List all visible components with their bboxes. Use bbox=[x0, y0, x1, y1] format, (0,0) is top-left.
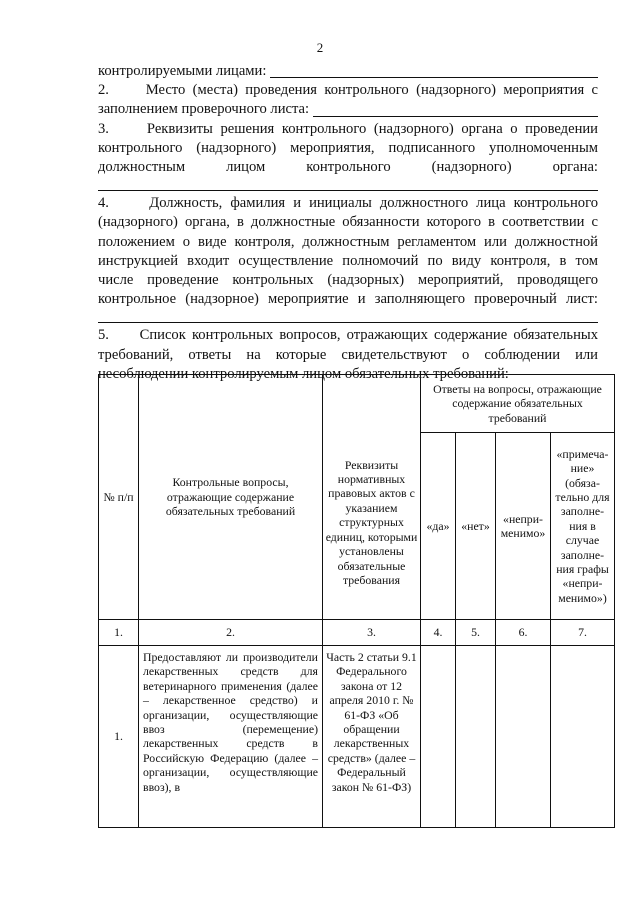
column-number: 6. bbox=[496, 620, 551, 646]
column-number: 3. bbox=[323, 620, 421, 646]
header-no: «нет» bbox=[456, 433, 496, 620]
text-line-2: 2. Место (места) проведения контрольного (надзорного) мероприятия с bbox=[98, 82, 598, 99]
header-yes: «да» bbox=[421, 433, 456, 620]
text-line-6: должностным лицом контрольного (надзорного) органа: bbox=[98, 159, 598, 176]
text-line-4: 3. Реквизиты решения контрольного (надзорного) органа о проведении bbox=[98, 120, 598, 137]
column-number: 1. bbox=[99, 620, 139, 646]
row-num: 1. bbox=[99, 646, 139, 828]
blank-underline bbox=[98, 309, 598, 323]
text-line-12: контрольное (надзорное) мероприятие и заполняющего проверочный лист: bbox=[98, 291, 598, 308]
row-question: Предоставляют ли производители лекарственных средств для ветеринарного применения (далее – лекарственное средство) и организации, осуществляющие ввоз (перемещение) лекарственных средств в Российскую Федерацию (далее – организации, осуществляющие ввоз), в bbox=[139, 646, 323, 828]
column-number: 4. bbox=[421, 620, 456, 646]
column-number: 7. bbox=[551, 620, 615, 646]
text-line-9: положением о виде контроля, должностным регламентом или должностной bbox=[98, 233, 598, 250]
column-number: 5. bbox=[456, 620, 496, 646]
table-column-numbers-row bbox=[99, 620, 615, 646]
text-line-1: контролируемыми лицами: bbox=[98, 62, 598, 81]
blank-underline bbox=[98, 177, 598, 191]
text-line-15: несоблюдении контролируемым лицом обязательных требований: bbox=[98, 365, 509, 382]
column-number: 2. bbox=[139, 620, 323, 646]
answer-no-cell[interactable] bbox=[456, 646, 496, 828]
header-questions: Контрольные вопросы, отражающие содержание обязательных требований bbox=[139, 375, 323, 620]
answer-yes-cell[interactable] bbox=[421, 646, 456, 828]
blank-underline bbox=[270, 77, 598, 78]
text-line-5: контрольного (надзорного) мероприятия, подписанного уполномоченным bbox=[98, 139, 598, 156]
header-requisites: Реквизиты нормативных правовых актов с указанием структурных единиц, которыми установлены обязательные требования bbox=[323, 375, 421, 620]
answer-note-cell[interactable] bbox=[551, 646, 615, 828]
table-header-row bbox=[99, 375, 615, 433]
checklist-table bbox=[98, 374, 615, 828]
document-body bbox=[98, 62, 598, 384]
header-na: «непри-менимо» bbox=[496, 433, 551, 620]
blank-underline bbox=[313, 116, 598, 117]
header-num: № п/п bbox=[99, 375, 139, 620]
page-number: 2 bbox=[316, 40, 324, 55]
text-line-11: числе проведение контрольных (надзорных) мероприятий, проводящего bbox=[98, 272, 598, 289]
text-line-13: 5. Список контрольных вопросов, отражающих содержание обязательных bbox=[98, 327, 598, 344]
text-line-7: 4. Должность, фамилия и инициалы должностного лица контрольного bbox=[98, 195, 598, 212]
header-answers-group: Ответы на вопросы, отражающие содержание обязательных требований bbox=[421, 375, 615, 433]
text-line-8: (надзорного) органа, в должностные обязанности которого в соответствии с bbox=[98, 214, 598, 231]
header-note: «примеча-ние» (обяза-тельно для заполне-ния в случае заполне-ния графы «непри-менимо») bbox=[551, 433, 615, 620]
text-line-10: инструкцией входит осуществление полномочий по виду контроля, в том bbox=[98, 252, 598, 269]
row-requisites: Часть 2 статьи 9.1 Федерального закона от 12 апреля 2010 г. № 61-ФЗ «Об обращении лекарственных средств» (далее – Федеральный закон № 61-ФЗ) bbox=[323, 646, 421, 828]
text-line-14: требований, ответы на которые свидетельствуют о соблюдении или bbox=[98, 346, 598, 363]
table-row bbox=[99, 646, 615, 828]
text-line-3: заполнением проверочного листа: bbox=[98, 100, 598, 119]
answer-na-cell[interactable] bbox=[496, 646, 551, 828]
